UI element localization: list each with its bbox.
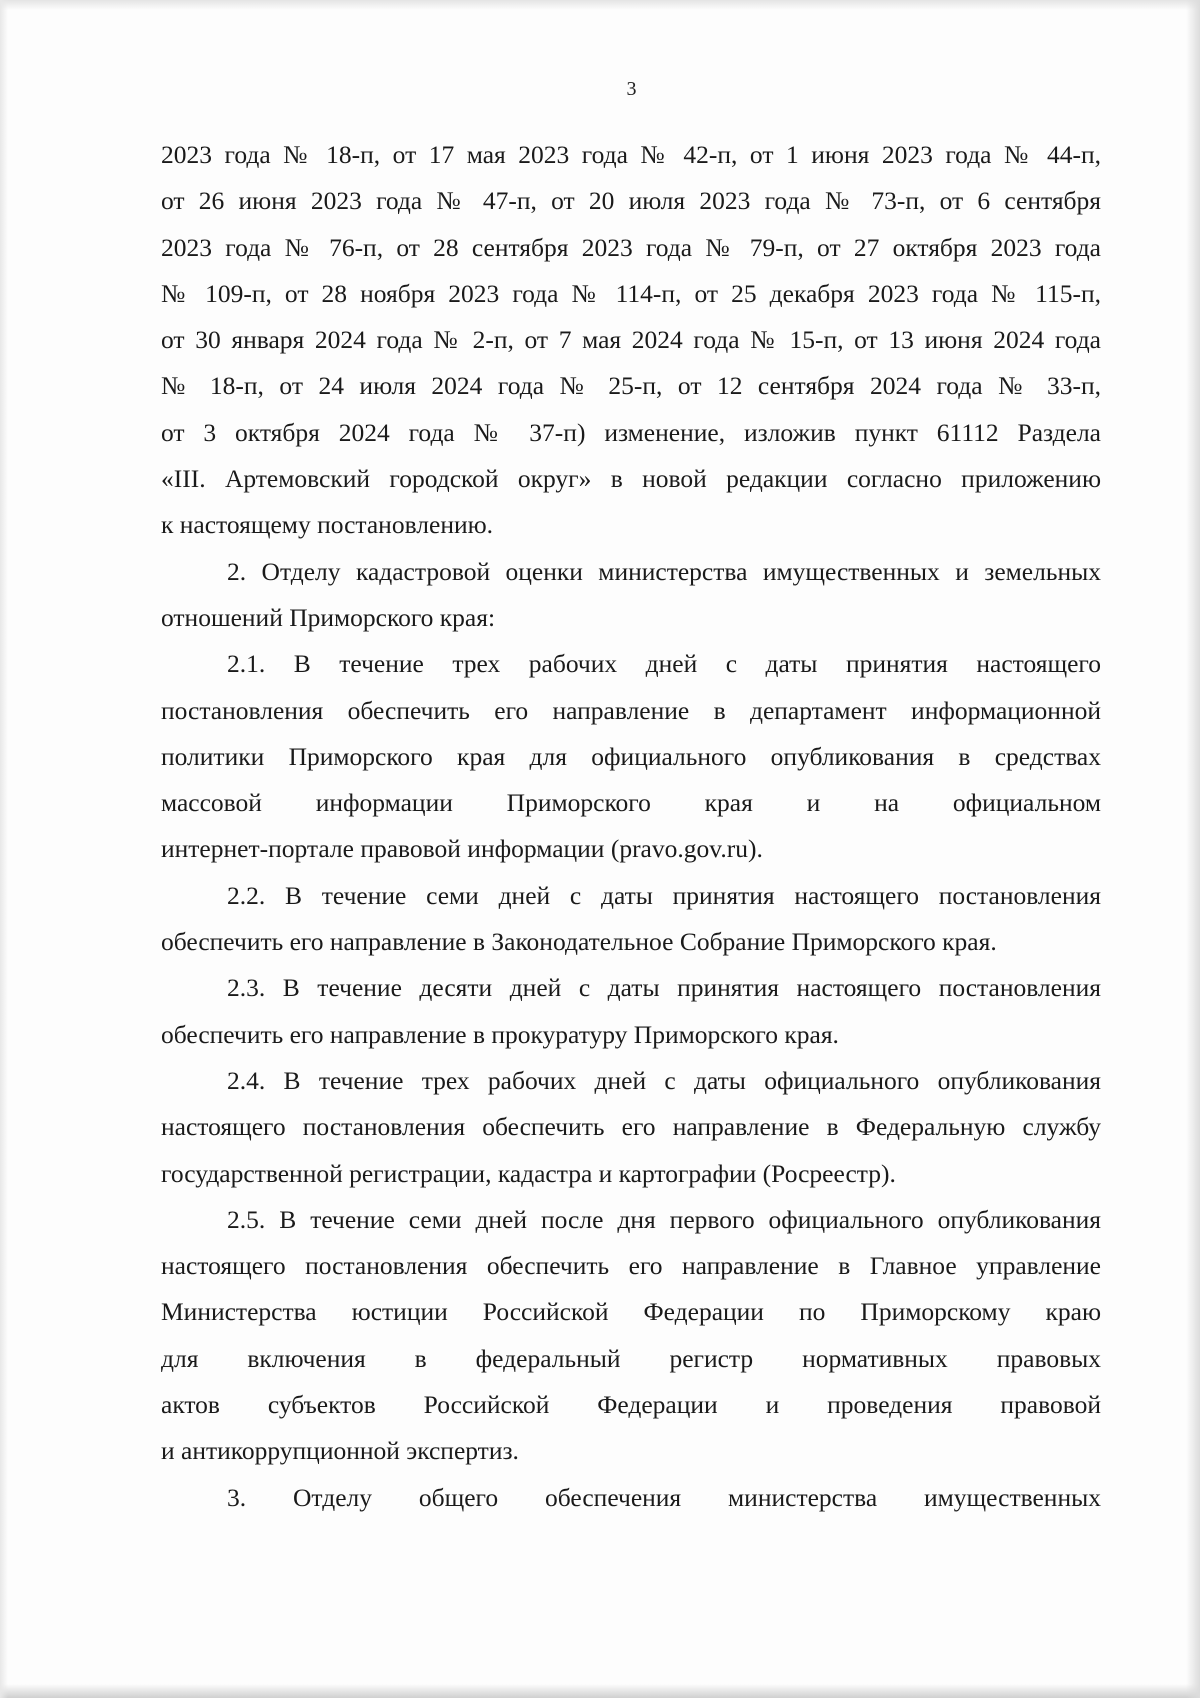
- scan-edge-right: [1186, 0, 1200, 1698]
- text-line: обеспечить его направление в прокуратуру Приморского края.: [161, 1019, 839, 1049]
- paragraph: [161, 132, 1101, 549]
- paragraph: [161, 641, 1101, 872]
- text-line: Министерства юстиции Российской Федерации по Приморскому краю: [161, 1297, 1101, 1327]
- paragraph: [161, 873, 1101, 966]
- text-line: 2.4. В течение трех рабочих дней с даты официального опубликования: [227, 1065, 1101, 1095]
- text-line: актов субъектов Российской Федерации и проведения правовой: [161, 1390, 1101, 1420]
- text-line: и антикоррупционной экспертиз.: [161, 1436, 519, 1466]
- paragraph: [161, 549, 1101, 642]
- text-line: 2.1. В течение трех рабочих дней с даты принятия настоящего: [227, 649, 1101, 679]
- paragraph: [161, 1475, 1101, 1521]
- text-line: постановления обеспечить его направление в департамент информационной: [161, 695, 1101, 725]
- text-line: от 26 июня 2023 года № 47-п, от 20 июля 2023 года № 73-п, от 6 сентября: [161, 186, 1101, 216]
- text-line: отношений Приморского края:: [161, 602, 496, 632]
- scan-edge-left: [0, 0, 8, 1698]
- text-line: 2.2. В течение семи дней с даты принятия настоящего постановления: [227, 880, 1101, 910]
- text-line: «III. Артемовский городской округ» в новой редакции согласно приложению: [161, 464, 1101, 494]
- text-line: от 3 октября 2024 года № 37-п) изменение, изложив пункт 61112 Раздела: [161, 417, 1101, 447]
- text-line: № 109-п, от 28 ноября 2023 года № 114-п, от 25 декабря 2023 года № 115-п,: [161, 278, 1101, 308]
- text-line: для включения в федеральный регистр нормативных правовых: [161, 1343, 1101, 1373]
- text-line: № 18-п, от 24 июля 2024 года № 25-п, от 12 сентября 2024 года № 33-п,: [161, 371, 1101, 401]
- text-line: от 30 января 2024 года № 2-п, от 7 мая 2024 года № 15-п, от 13 июня 2024 года: [161, 325, 1101, 355]
- text-line: к настоящему постановлению.: [161, 510, 494, 540]
- text-line: политики Приморского края для официального опубликования в средствах: [161, 741, 1101, 771]
- text-line: 2023 года № 76-п, от 28 сентября 2023 года № 79-п, от 27 октября 2023 года: [161, 232, 1101, 262]
- scan-edge-bottom: [0, 1684, 1200, 1698]
- text-line: 2. Отделу кадастровой оценки министерства имущественных и земельных: [227, 556, 1101, 586]
- text-line: 3. Отделу общего обеспечения министерства имущественных: [227, 1482, 1101, 1512]
- text-line: 2023 года № 18-п, от 17 мая 2023 года № 42-п, от 1 июня 2023 года № 44-п,: [161, 140, 1101, 169]
- text-line: интернет-портале правовой информации (pravo.gov.ru).: [161, 834, 763, 864]
- text-line: 2.3. В течение десяти дней с даты принятия настоящего постановления: [227, 973, 1101, 1003]
- paragraph: [161, 1058, 1101, 1197]
- paragraph: [161, 1197, 1101, 1475]
- text-line: массовой информации Приморского края и на официальном: [161, 788, 1101, 818]
- document-body: [161, 132, 1101, 1521]
- text-line: настоящего постановления обеспечить его направление в Главное управление: [161, 1251, 1101, 1281]
- paragraph: [161, 965, 1101, 1058]
- scan-edge-top: [0, 0, 1200, 10]
- text-line: обеспечить его направление в Законодательное Собрание Приморского края.: [161, 927, 997, 957]
- text-line: государственной регистрации, кадастра и картографии (Росреестр).: [161, 1158, 896, 1188]
- page-number: 3: [626, 78, 637, 100]
- text-line: настоящего постановления обеспечить его направление в Федеральную службу: [161, 1112, 1101, 1142]
- text-line: 2.5. В течение семи дней после дня первого официального опубликования: [227, 1204, 1101, 1234]
